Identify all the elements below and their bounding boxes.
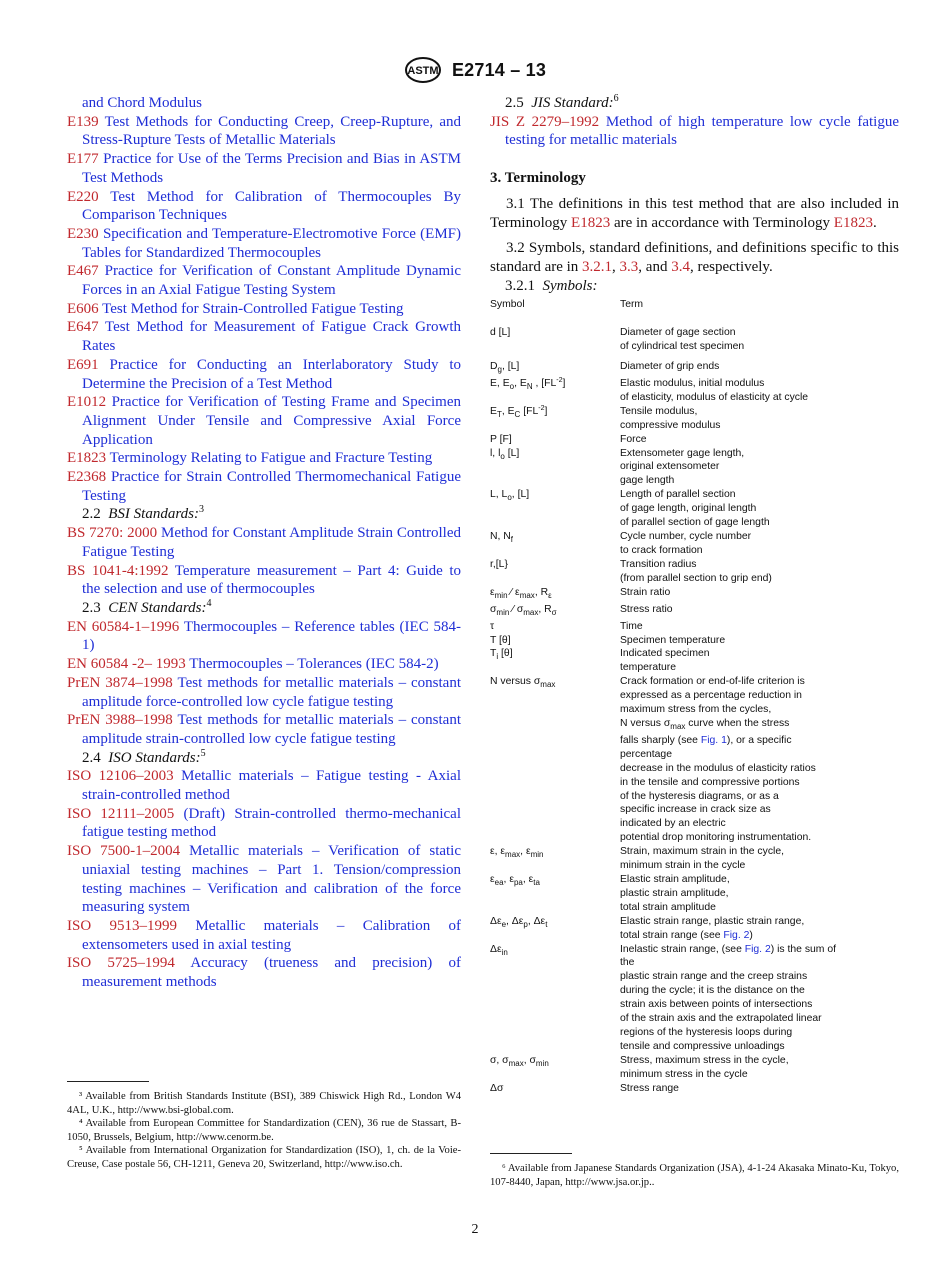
reference-item[interactable] [67,188,461,225]
table-row: Δσ Stress range [490,1082,679,1094]
footnote-rule [67,1081,149,1082]
reference-code[interactable]: ISO 7500-1–2004 [67,843,181,860]
document-title: E2714 – 13 [451,59,547,80]
table-row: $T_i$ [θ] Indicated specimen temperature [490,648,710,674]
table-row: $E_T$, $E_C$ $[FL^{-2}]$ Tensile modulus, compressive modulus [490,404,721,431]
reference-item[interactable] [67,225,461,262]
reference-code[interactable]: E691 [67,356,99,373]
reference-title[interactable]: Practice for Strain Controlled Thermomechanical Fatigue Testing [82,469,462,504]
table-row: N versus $\sigma_{max}$ Crack formation or end-of-life criterion is expressed as a percentage reduction in maximum stress from the cycles, N versus $\sigma_{max}$ curve when the stress falls sharply (see Fig. 1), or a specific percentage decrease in the modulus of elasticity ratios in the tensile and compressive portions of the hysteresis diagrams, or as a specific increase in crack size as indicated by an electric potential drop monitoring instrumentation. [490,676,816,844]
reference-code[interactable]: EN 60584-1–1996 [67,618,180,635]
footnote-3: ³ Available from British Standards Institute (BSI), 389 Chiswick High Rd., London W4 4AL, U.K., http://www.bsi-global.com. [67,1091,461,1116]
reference-title[interactable]: Practice for Use of the Terms Precision and Bias in ASTM Test Methods [82,151,462,186]
reference-item[interactable] [67,954,461,991]
section-2-5: 2.5 JIS Standard:$^6$ [505,93,619,111]
table-row: σ, $\sigma_{max}$, $\sigma_{min}$ Stress, maximum stress in the cycle, minimum stress in the cycle [490,1054,789,1080]
reference-title[interactable]: Practice for Verification of Testing Frame and Specimen Alignment Under Tensile and Compressive Axial Force Application [82,394,462,448]
reference-code[interactable]: E606 [67,300,99,317]
right-column [490,94,899,1095]
paragraph-3-1: 3.1 The definitions in this test method that are also included in Terminology E1823 are in accordance with Terminology E1823. [490,195,899,231]
symbols-table [490,298,899,1095]
reference-title[interactable]: Accuracy (trueness and precision) of measurement methods [82,955,461,991]
reference-code[interactable]: ISO 9513–1999 [67,917,177,934]
reference-code[interactable]: BS 1041-4:1992 [67,562,169,579]
reference-title[interactable]: Test Methods for Conducting Creep, Creep-Rupture, and Stress-Rupture Tests of Metallic Materials [82,113,462,149]
reference-item[interactable] [67,356,461,393]
reference-code[interactable]: E647 [67,319,99,336]
reference-code[interactable]: JIS Z 2279–1992 [490,113,600,130]
reference-code[interactable]: E467 [67,263,99,280]
paragraph-3-2: 3.2 Symbols, standard definitions, and definitions specific to this standard are in 3.2.1, 3.3, and 3.4, respectively. [490,240,899,275]
page-number: 2 [471,1222,479,1237]
reference-title[interactable]: Thermocouples – Tolerances (IEC 584-2) [189,656,439,673]
reference-item[interactable] [67,767,461,804]
svg-text:ASTM: ASTM [407,65,439,77]
reference-title[interactable]: Temperature measurement – Part 4: Guide to the selection and use of thermocouples [82,562,461,598]
reference-code[interactable]: ISO 12106–2003 [67,768,174,785]
reference-title[interactable]: Practice for Verification of Constant Amplitude Dynamic Forces in an Axial Fatigue Testing System [82,263,461,299]
link-3-3[interactable]: 3.3 [619,258,639,275]
table-row: N, $N_f$ Cycle number, cycle number to crack formation [490,531,752,556]
table-row: r,[L} Transition radius (from parallel section to grip end) [490,558,772,584]
reference-code[interactable]: E2368 [67,469,107,486]
section-2-3: 2.3 CEN Standards:$^4$ [82,597,212,616]
table-row: $\varepsilon_{ea}$, $\varepsilon_{pa}$, $\varepsilon_{ta}$ Elastic strain amplitude, plastic strain amplitude, total strain amplitude [490,873,730,913]
reference-title[interactable]: Test Method for Strain-Controlled Fatigue Testing [102,300,404,317]
footnote-5: ⁵ Available from International Organization for Standardization (ISO), 1, ch. de la Voie-Creuse, Case postale 56, CH-1211, Geneva 20, Switzerland, http://www.iso.ch. [67,1145,461,1170]
reference-title[interactable]: Method of high temperature low cycle fatigue testing for metallic materials [505,113,899,149]
table-row: L, $L_o$, [L] Length of parallel section of gage length, original length of parallel section of gage length [490,489,770,529]
reference-item[interactable] [67,655,461,674]
footnote-4: ⁴ Available from European Committee for Standardization (CEN), 36 rue de Stassart, B-1050, Brussels, Belgium, http://www.cenorm.be. [67,1118,461,1143]
table-row: d [L] Diameter of gage section of cylindrical test specimen [490,327,745,353]
reference-title[interactable]: Test methods for metallic materials – constant amplitude strain-controlled low cycle fatigue testing [82,712,462,747]
iso-reference-list [67,767,461,991]
footnotes-left [67,1090,461,1172]
link-3-2-1[interactable]: 3.2.1 [582,258,613,275]
reference-code[interactable]: PrEN 3988–1998 [67,712,173,729]
reference-title[interactable]: and Chord Modulus [82,95,202,111]
reference-title[interactable]: Test methods for metallic materials – constant amplitude force-controlled low cycle fatigue testing [82,674,462,710]
reference-title[interactable]: (Draft) Strain-controlled thermo-mechanical fatigue testing method [82,805,461,841]
reference-item[interactable] [67,300,461,319]
astm-reference-list [67,94,461,505]
table-row: ε, $\varepsilon_{max}$, $\varepsilon_{min}$ Strain, maximum strain in the cycle, minimum strain in the cycle [490,846,784,872]
footnote-6: ⁶ Available from Japanese Standards Organization (JSA), 4-1-24 Akasaka Minato-Ku, Tokyo, 107-8440, Japan, http://www.jsa.or.jp.. [490,1163,899,1188]
table-row: E, $E_o$, $E_N$ , $[FL^{-2}]$ Elastic modulus, initial modulus of elasticity, modulus of elasticity at cycle [490,377,809,403]
section-2-4: 2.4 ISO Standards:$^5$ [82,747,206,766]
reference-item[interactable] [67,449,461,468]
link-e1823[interactable]: E1823 [571,214,611,231]
reference-item[interactable] [67,805,461,842]
reference-item[interactable] [67,150,461,187]
table-row: $\varepsilon_{min}$ ⁄ $\varepsilon_{max}$, $R_\varepsilon$ Strain ratio [490,586,671,600]
reference-code[interactable]: PrEN 3874–1998 [67,674,173,691]
reference-code[interactable]: E220 [67,188,99,205]
link-fig-1[interactable]: Fig. 1 [700,734,727,746]
reference-item[interactable] [67,842,461,917]
astm-logo-icon [404,56,442,84]
reference-item[interactable] [67,94,461,113]
footnotes-right [490,1162,899,1189]
reference-code[interactable]: BS 7270: 2000 [67,525,158,542]
footnote-rule [490,1153,572,1154]
section-3-2-1: 3.2.1 Symbols: [505,277,598,294]
reference-code[interactable]: ISO 12111–2005 [67,805,175,822]
reference-code[interactable]: E230 [67,225,99,242]
reference-title[interactable]: Practice for Conducting an Interlaboratory Study to Determine the Precision of a Test Method [82,356,461,392]
reference-item[interactable] [67,318,461,355]
link-3-4[interactable]: 3.4 [671,258,690,275]
reference-title[interactable]: Metallic materials – Fatigue testing - Axial strain-controlled method [82,768,461,804]
reference-item[interactable] [67,524,461,561]
reference-title[interactable]: Metallic materials – Verification of static uniaxial testing machines – Part 1. Tension/compression testing machines – Verification and calibration of the force measuring system [82,843,462,916]
section-2-2: 2.2 BSI Standards:$^3$ [82,504,204,523]
reference-code[interactable]: ISO 5725–1994 [67,955,175,972]
reference-code[interactable]: E1823 [67,450,107,467]
reference-item[interactable] [67,618,461,655]
page-header [0,56,950,84]
reference-item[interactable] [67,262,461,299]
table-row: τ Time [490,620,643,632]
reference-title[interactable]: Thermocouples – Reference tables (IEC 584-1) [82,618,461,654]
link-fig-2[interactable]: Fig. 2 [723,929,750,941]
reference-code[interactable]: E1012 [67,394,107,411]
reference-code[interactable]: E139 [67,113,99,130]
left-column [67,94,461,992]
cen-reference-list [67,618,461,749]
reference-item[interactable] [490,113,899,150]
table-row: $\Delta\varepsilon_{in}$ Inelastic strain range, (see Fig. 2) is the sum of the plastic strain range and the creep strains during the cycle; it is the distance on the strain axis between points of intersections of the strain axis and the extrapolated linear regions of the hysteresis loops during tensile and compressive unloadings [490,943,837,1052]
symbols-table-header: Symbol Term [490,299,644,311]
reference-item[interactable] [67,562,461,599]
table-row: P [F] Force [490,433,647,445]
reference-item[interactable] [67,917,461,954]
reference-title[interactable]: Test Method for Measurement of Fatigue Crack Growth Rates [82,319,461,355]
terminology-heading: 3. Terminology [490,170,586,187]
reference-title[interactable]: Terminology Relating to Fatigue and Fracture Testing [109,450,433,467]
reference-code[interactable]: EN 60584 -2– 1993 [67,656,186,673]
link-e1823[interactable]: E1823 [833,214,873,231]
bsi-reference-list [67,524,461,599]
reference-item[interactable] [67,468,461,505]
table-row: l, $l_o$ [L] Extensometer gage length, original extensometer gage length [490,447,745,487]
table-row: $D_g$, [L] Diameter of grip ends [490,361,720,375]
table-row: $\sigma_{min}$ ⁄ $\sigma_{max}$, $R_\sigma$ Stress ratio [490,603,673,617]
table-row: $\Delta\varepsilon_e$, $\Delta\varepsilon_p$, $\Delta\varepsilon_t$ Elastic strain range, plastic strain range, total strain range (see Fig. 2) [490,915,805,941]
reference-item[interactable] [67,393,461,449]
reference-title[interactable]: Specification and Temperature-Electromotive Force (EMF) Tables for Standardized Thermocouples [82,225,462,261]
table-row: T [θ] Specimen temperature [490,634,726,646]
reference-item[interactable] [67,674,461,711]
reference-code[interactable]: E177 [67,151,99,168]
reference-item[interactable] [67,113,461,150]
link-fig-2[interactable]: Fig. 2 [744,943,771,955]
reference-item[interactable] [67,711,461,748]
jis-reference-list [490,113,899,150]
reference-title[interactable]: Test Method for Calibration of Thermocouples By Comparison Techniques [82,188,461,224]
reference-title[interactable]: Metallic materials – Calibration of extensometers used in axial testing [82,917,462,953]
reference-title[interactable]: Method for Constant Amplitude Strain Controlled Fatigue Testing [82,525,462,560]
